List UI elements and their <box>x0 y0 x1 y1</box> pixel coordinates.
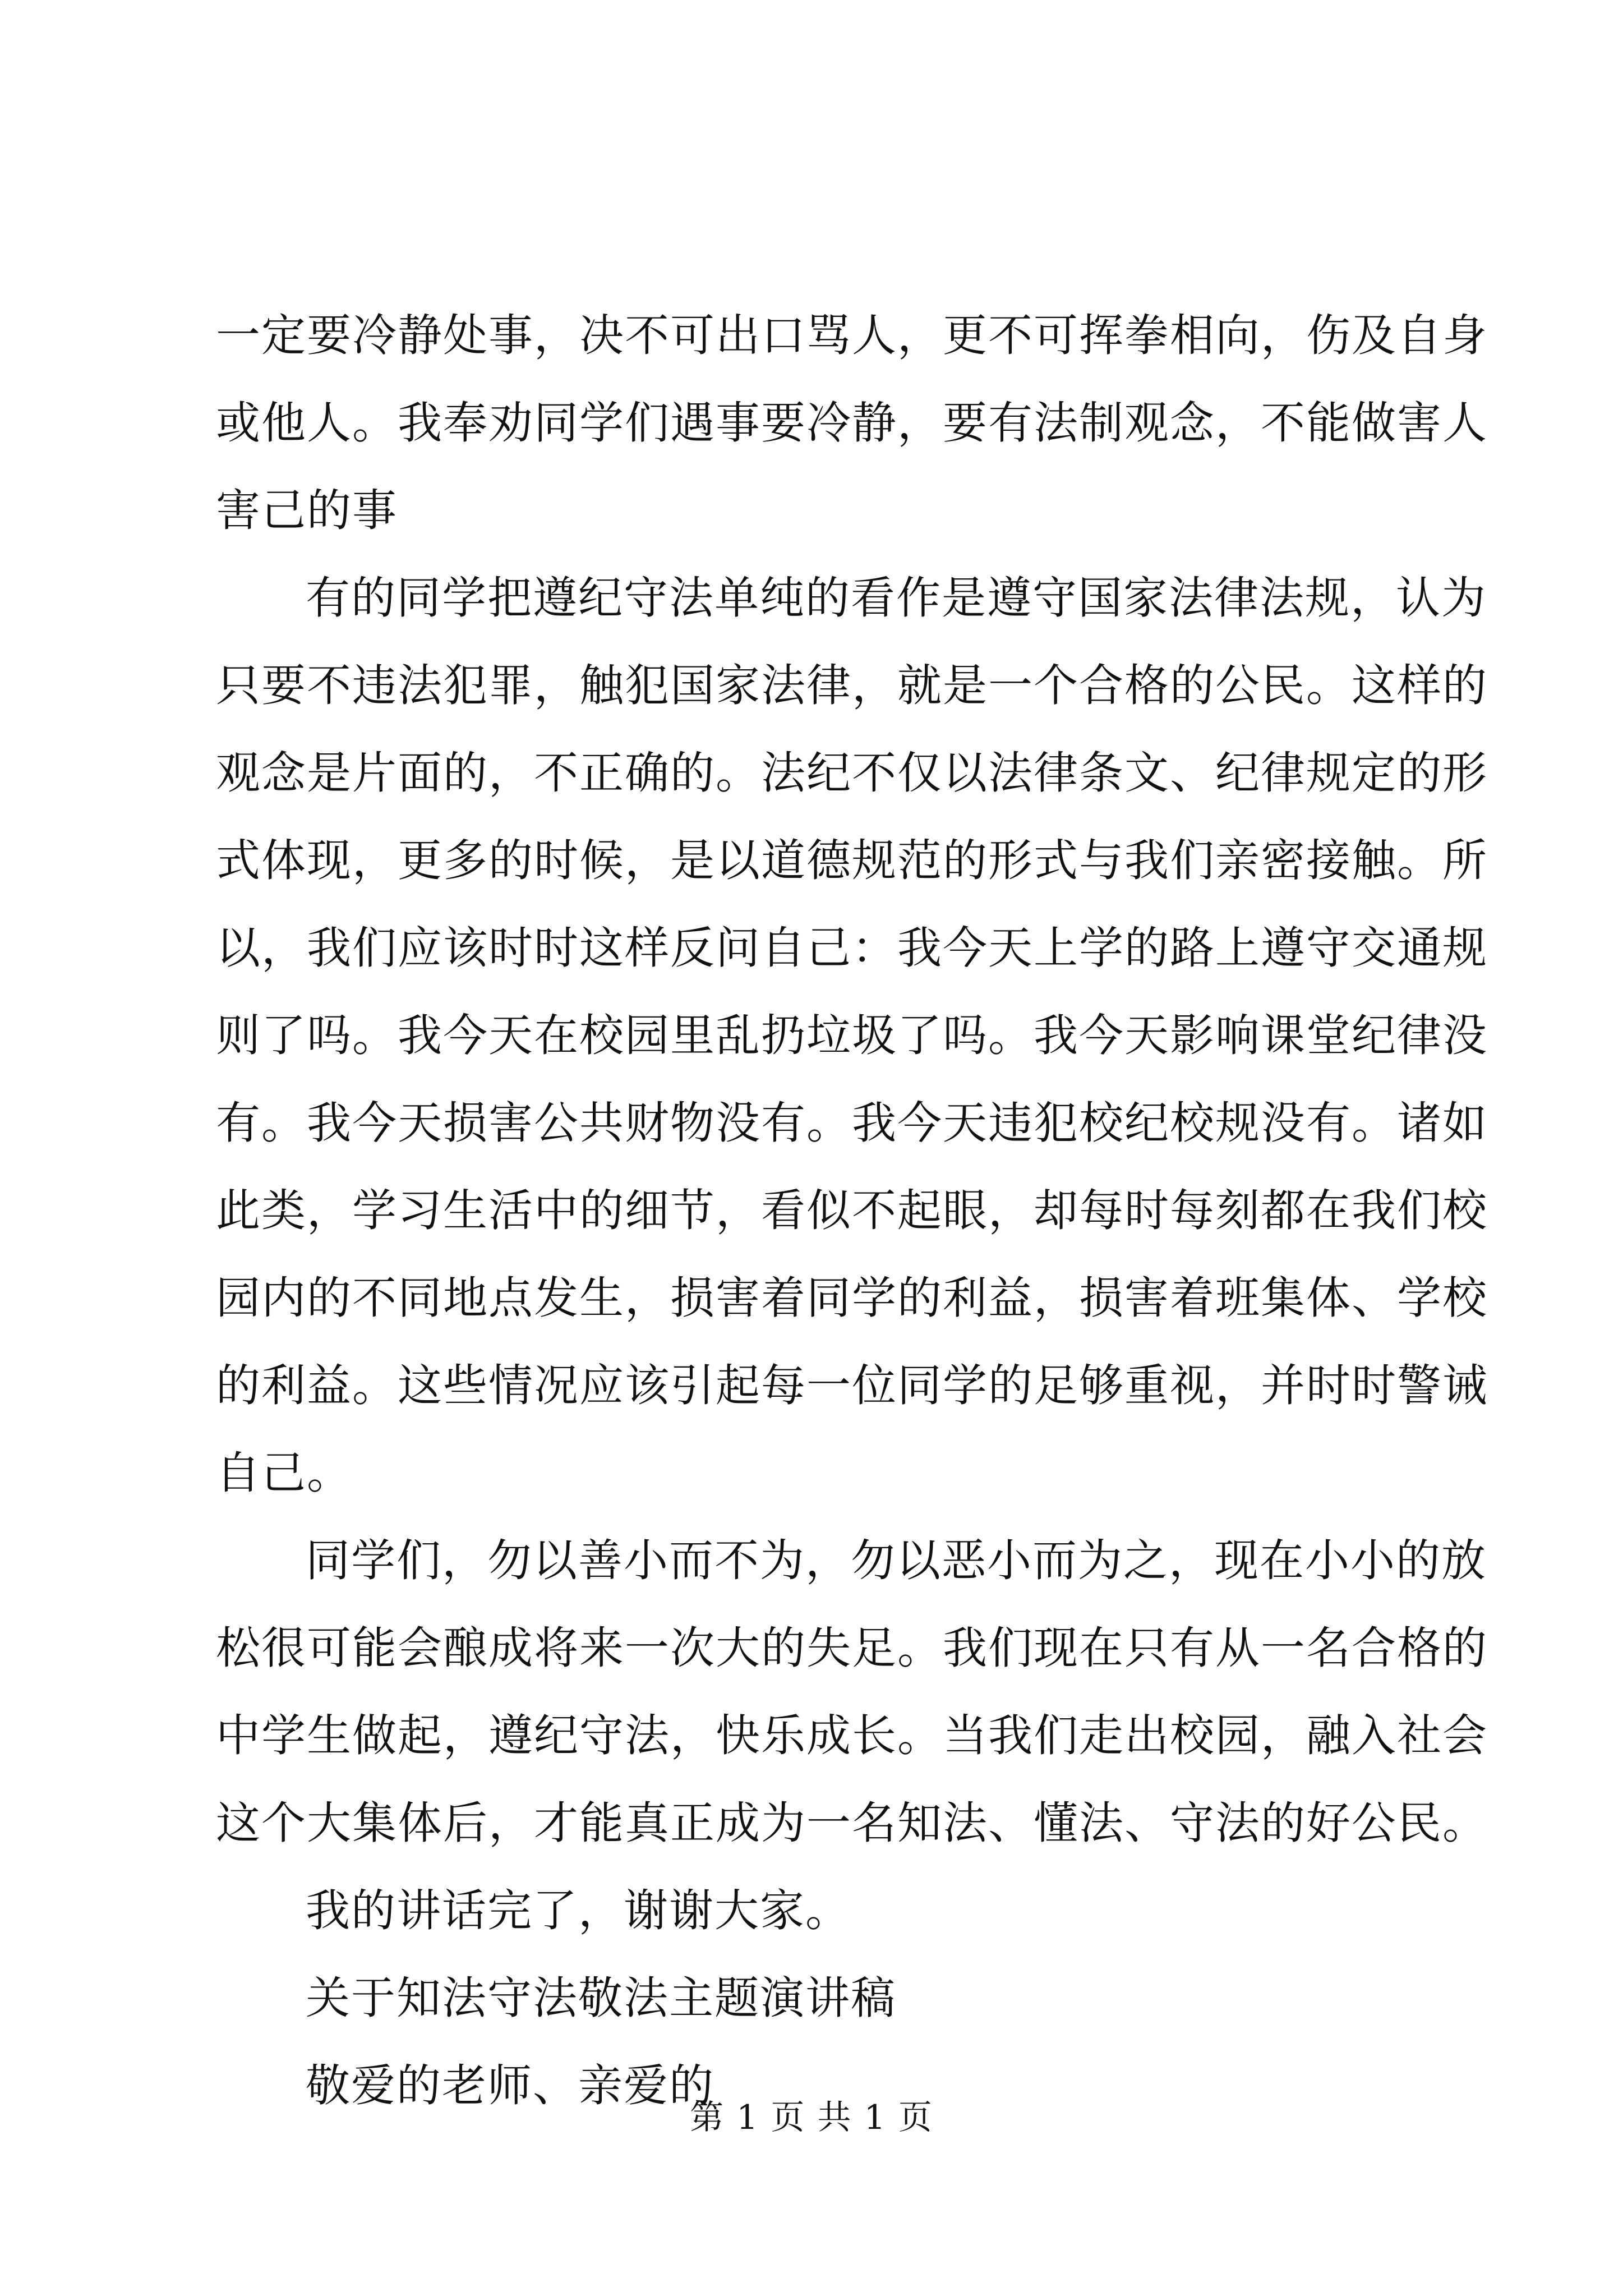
body-line: 以，我们应该时时这样反问自己：我今天上学的路上遵守交通规 <box>216 922 1488 974</box>
body-line: 则了吗。我今天在校园里乱扔垃圾了吗。我今天影响课堂纪律没 <box>216 1010 1488 1061</box>
body-line: 有的同学把遵纪守法单纯的看作是遵守国家法律法规，认为 <box>306 572 1487 624</box>
body-line: 松很可能会酿成将来一次大的失足。我们现在只有从一名合格的 <box>216 1622 1488 1674</box>
body-line: 的利益。这些情况应该引起每一位同学的足够重视，并时时警诫 <box>216 1360 1488 1411</box>
body-line: 这个大集体后，才能真正成为一名知法、懂法、守法的好公民。 <box>216 1797 1488 1849</box>
body-line: 同学们，勿以善小而不为，勿以恶小而为之，现在小小的放 <box>306 1535 1487 1586</box>
page-footer: 第 1 页 共 1 页 <box>690 2098 933 2137</box>
body-line: 一定要冷静处事，决不可出口骂人，更不可挥拳相向，伤及自身 <box>216 310 1488 361</box>
body-line: 有。我今天损害公共财物没有。我今天违犯校纪校规没有。诸如 <box>216 1097 1488 1149</box>
closing-line: 我的讲话完了，谢谢大家。 <box>306 1885 851 1936</box>
body-line: 自己。 <box>216 1447 352 1499</box>
body-line: 观念是片面的，不正确的。法纪不仅以法律条文、纪律规定的形 <box>216 747 1488 799</box>
body-line: 害己的事 <box>216 485 398 536</box>
body-line: 只要不违法犯罪，触犯国家法律，就是一个合格的公民。这样的 <box>216 660 1488 711</box>
body-line: 园内的不同地点发生，损害着同学的利益，损害着班集体、学校 <box>216 1272 1488 1324</box>
body-line: 中学生做起，遵纪守法，快乐成长。当我们走出校园，融入社会 <box>216 1710 1488 1761</box>
body-line: 此类，学习生活中的细节，看似不起眼，却每时每刻都在我们校 <box>216 1185 1488 1236</box>
speech-title: 关于知法守法敬法主题演讲稿 <box>306 1972 896 2024</box>
body-line: 式体现，更多的时候，是以道德规范的形式与我们亲密接触。所 <box>216 835 1488 886</box>
body-line: 或他人。我奉劝同学们遇事要冷静，要有法制观念，不能做害人 <box>216 397 1488 449</box>
salutation-line: 敬爱的老师、亲爱的 <box>306 2060 714 2111</box>
document-body <box>216 292 1488 2129</box>
